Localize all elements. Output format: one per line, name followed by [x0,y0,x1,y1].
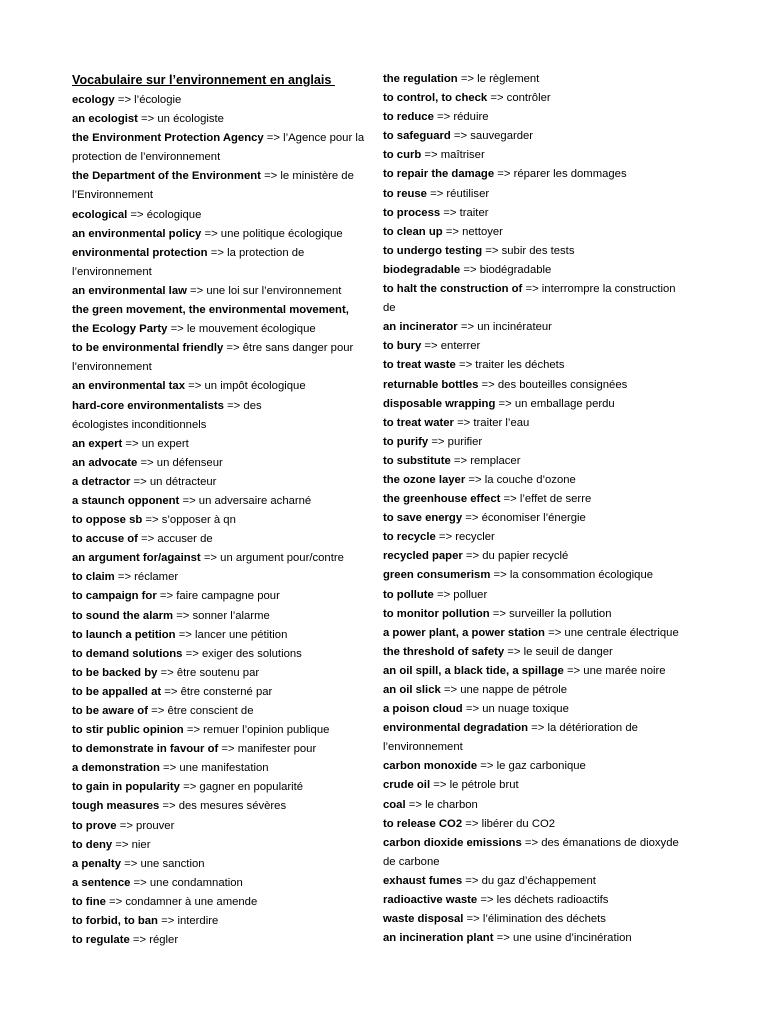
vocab-term: to clean up [383,225,443,238]
vocab-line [72,339,378,358]
vocab-line [72,530,378,549]
vocab-translation: => traiter [440,206,489,219]
vocab-line [383,452,703,471]
vocab-term: to stir public opinion [72,724,184,737]
vocab-term: to treat waste [383,359,456,372]
vocab-term: an argument for/against [72,552,201,565]
vocab-term: to forbid, to ban [72,915,158,928]
vocab-translation: => l’effet de serre [500,493,592,506]
vocab-term: ecology [72,94,115,106]
vocab-translation: => interrompre la construction [522,283,676,296]
vocab-translation: => un nuage toxique [462,703,569,716]
vocab-translation: => des bouteilles consignées [478,378,628,391]
vocab-term: environmental protection [72,246,208,259]
vocab-translation: => réutiliser [426,187,490,200]
vocab-term: an advocate [72,456,138,469]
vocab-term: to oppose sb [72,514,143,527]
vocab-term: to launch a petition [72,628,176,641]
vocab-translation: => être sans danger pour [223,342,354,355]
vocab-translation: => le mouvement écologique [167,323,316,336]
vocab-term: to substitute [383,454,451,467]
vocab-line [383,261,703,280]
vocab-line [72,358,378,377]
vocab-line [72,206,378,225]
vocab-term: carbon monoxide [383,760,478,773]
vocab-term: carbon dioxide emissions [383,836,522,849]
vocab-translation: de [383,302,396,315]
vocab-line [383,815,703,834]
vocab-translation: => faire campagne pour [156,590,280,603]
vocab-line [72,492,378,511]
vocab-term: to demand solutions [72,647,183,660]
vocab-line [383,356,703,375]
right-vocabulary-list [383,70,703,948]
vocab-translation: => du gaz d’échappement [462,874,596,887]
vocab-translation: l’environnement [72,361,152,374]
vocab-term: hard-core environmentalists [72,399,224,412]
vocab-line [383,547,703,566]
vocab-term: to sound the alarm [72,609,174,622]
vocab-line [72,186,378,205]
vocab-line [72,740,378,759]
vocab-translation: => maîtriser [421,149,485,162]
vocab-line [72,225,378,244]
vocab-line [72,167,378,186]
vocab-term: to prove [72,819,117,832]
vocab-translation: => remplacer [450,454,521,467]
vocab-line [383,108,703,127]
vocab-translation: => l’élimination des déchets [463,913,606,926]
vocab-term: an environmental law [72,284,187,297]
vocab-line [72,435,378,454]
vocab-line [383,70,703,89]
vocab-term: the threshold of safety [383,645,505,658]
vocab-line [72,377,378,396]
vocab-line [383,223,703,242]
vocab-term: to halt the construction of [383,283,523,296]
vocab-term: a penalty [72,857,121,870]
vocab-translation: => des mesures sévères [159,800,287,813]
vocab-translation: => être consterné par [161,685,273,698]
vocab-line [383,910,703,929]
vocab-translation: => lancer une pétition [175,628,288,641]
vocab-translation: => écologique [127,208,202,221]
vocab-term: the greenhouse effect [383,493,501,506]
vocab-translation: => des [223,399,262,412]
vocab-line [72,664,378,683]
vocab-translation: => l’écologie [114,94,182,106]
vocab-translation: => une centrale électrique [544,626,679,639]
vocab-line [383,242,703,261]
vocab-translation: => enterrer [421,340,481,353]
vocab-translation: => des émanations de dioxyde [521,836,679,849]
vocab-line [383,853,703,872]
vocab-line [383,738,703,757]
vocab-translation: => traiter les déchets [455,359,565,372]
vocab-translation: => traiter l’eau [453,416,530,429]
vocab-line [383,872,703,891]
vocab-translation: l’environnement [383,741,463,754]
vocab-translation: => interdire [157,915,219,928]
vocab-line [383,891,703,910]
vocab-term: to repair the damage [383,168,495,181]
vocab-term: to accuse of [72,533,138,546]
vocab-term: the green movement, the environmental movement, [72,304,349,317]
vocab-translation: => réduire [433,111,489,124]
vocab-term: a sentence [72,876,131,889]
vocab-translation: => un expert [122,437,189,450]
vocab-translation: => le gaz carbonique [477,760,586,773]
vocab-line [383,127,703,146]
vocab-translation: => le seuil de danger [504,645,613,658]
vocab-term: to control, to check [383,92,488,105]
vocab-term: to treat water [383,416,454,429]
vocab-translation: => polluer [433,588,488,601]
vocab-term: an environmental policy [72,227,202,240]
vocab-term: recycled paper [383,550,463,563]
vocab-line [383,700,703,719]
vocab-term: the regulation [383,73,458,85]
vocab-translation: => remuer l’opinion publique [183,724,330,737]
vocab-translation: protection de l’environnement [72,151,221,164]
vocab-translation: => exiger des solutions [182,647,302,660]
vocab-translation: => accuser de [137,533,213,546]
vocab-translation: => être soutenu par [157,666,260,679]
vocab-term: tough measures [72,800,160,813]
vocab-line [72,587,378,606]
vocab-line [383,414,703,433]
vocab-line [72,645,378,664]
vocab-line [72,836,378,855]
vocab-line [383,376,703,395]
vocab-translation: => la protection de [207,246,305,259]
vocab-translation: => réparer les dommages [494,168,627,181]
vocab-line [72,473,378,492]
vocab-line [72,721,378,740]
vocab-translation: => sonner l’alarme [173,609,270,622]
vocab-term: the Environment Protection Agency [72,132,264,145]
vocab-translation: => du papier recyclé [462,550,569,563]
vocab-term: biodegradable [383,263,461,276]
vocab-translation: => nettoyer [442,225,503,238]
vocab-line [72,874,378,893]
vocab-term: to be environmental friendly [72,342,224,355]
vocab-line [383,204,703,223]
vocab-line [383,337,703,356]
vocab-term: to reuse [383,187,427,200]
vocab-line [383,471,703,490]
vocab-translation: => condamner à une amende [105,895,258,908]
vocab-translation: => un impôt écologique [185,380,306,393]
vocab-translation: => subir des tests [482,244,575,257]
vocab-term: to monitor pollution [383,607,490,620]
vocab-line [72,397,378,416]
vocab-translation: => une condamnation [130,876,243,889]
vocab-line [383,490,703,509]
vocab-term: to be backed by [72,666,158,679]
vocab-translation: => un emballage perdu [495,397,615,410]
vocab-line [72,817,378,836]
vocab-translation: => une marée noire [563,664,666,677]
vocab-term: to deny [72,838,113,851]
vocab-line [72,148,378,167]
vocab-term: to demonstrate in favour of [72,743,219,756]
vocab-term: to recycle [383,531,436,544]
vocab-translation: => une nappe de pétrole [440,684,568,696]
vocab-translation: => purifier [428,435,483,448]
vocab-translation: => les déchets radioactifs [477,894,609,907]
vocab-translation: l’Environnement [72,189,154,202]
vocab-line [72,416,378,435]
vocab-term: crude oil [383,779,431,792]
vocab-line [72,912,378,931]
vocab-translation: => le ministère de [260,170,354,183]
vocab-translation: => réclamer [114,571,179,584]
vocab-translation: => s’opposer à qn [142,514,236,527]
vocab-line [383,796,703,815]
vocab-translation: => prouver [116,819,175,832]
vocab-line [383,299,703,318]
vocab-line [72,626,378,645]
vocab-term: to undergo testing [383,244,483,257]
vocab-line [72,454,378,473]
vocab-term: to process [383,206,441,219]
vocab-line [383,566,703,585]
vocab-line [72,607,378,626]
vocab-translation: => la détérioration de [528,722,638,735]
vocab-line [383,280,703,299]
vocab-term: green consumerism [383,569,491,582]
vocab-translation: => un défenseur [137,456,223,469]
vocab-translation: => un incinérateur [457,321,552,334]
vocab-line [383,528,703,547]
vocab-line [72,129,378,148]
vocab-term: an incinerator [383,321,458,334]
vocab-term: to gain in popularity [72,781,180,794]
vocab-line [383,433,703,452]
vocab-term: waste disposal [383,913,464,926]
vocab-line [383,757,703,776]
vocab-term: to be appalled at [72,685,162,698]
vocab-translation: => une politique écologique [201,227,343,240]
vocab-line [383,605,703,624]
vocab-term: to release CO2 [383,817,463,830]
vocab-translation: => le pétrole brut [430,779,519,792]
vocab-line [383,395,703,414]
vocab-translation: => le charbon [405,798,478,811]
vocab-line [72,244,378,263]
vocab-line [72,778,378,797]
vocab-translation: => biodégradable [460,263,552,276]
vocab-line [383,834,703,853]
vocab-line [383,586,703,605]
vocab-translation: => le règlement [457,73,540,85]
vocab-translation: => une loi sur l’environnement [186,284,342,297]
vocab-line [72,110,378,129]
vocab-term: radioactive waste [383,894,478,907]
vocab-line [72,683,378,702]
vocab-term: a power plant, a power station [383,626,545,639]
vocab-translation: => nier [112,838,151,851]
vocab-term: an oil slick [383,684,441,696]
vocab-term: returnable bottles [383,378,479,391]
vocab-term: the ozone layer [383,473,466,486]
vocab-line [383,929,703,948]
vocab-line [383,681,703,700]
vocab-term: an environmental tax [72,380,186,393]
vocab-line [72,568,378,587]
vocab-translation: de carbone [383,855,440,868]
vocab-term: environmental degradation [383,722,529,735]
vocab-line [72,931,378,950]
vocab-term: to reduce [383,111,434,124]
vocab-translation: => contrôler [487,92,551,105]
left-vocabulary-list [72,91,378,950]
vocab-term: an incineration plant [383,932,494,945]
vocab-translation: => économiser l’énergie [462,512,586,525]
vocab-translation: => surveiller la pollution [489,607,612,620]
vocab-line [72,301,378,320]
vocab-line [383,719,703,738]
vocab-line [72,855,378,874]
vocab-term: disposable wrapping [383,397,496,410]
vocab-term: an oil spill, a black tide, a spillage [383,664,564,677]
vocab-line [383,509,703,528]
vocab-term: to safeguard [383,130,451,143]
vocab-term: the Department of the Environment [72,170,261,183]
vocab-translation: => être conscient de [147,705,254,717]
document-title: Vocabulaire sur l’environnement en anglais [72,73,335,87]
vocab-term: an ecologist [72,113,138,126]
vocab-line [383,146,703,165]
vocab-translation: => un argument pour/contre [200,552,344,565]
vocab-line [383,318,703,337]
vocab-translation: => la consommation écologique [490,569,654,582]
vocab-line [72,893,378,912]
vocab-translation: => une sanction [120,857,205,870]
vocab-term: to claim [72,571,115,584]
vocab-translation: => recycler [435,531,495,544]
vocab-term: a demonstration [72,762,160,775]
vocab-translation: => l’Agence pour la [263,132,365,145]
vocab-line [72,702,378,721]
vocab-translation: => un écologiste [137,113,224,126]
vocab-line [383,776,703,795]
vocab-term: to curb [383,149,422,162]
vocab-line [72,549,378,568]
vocab-line [72,263,378,282]
vocab-translation: écologistes inconditionnels [72,418,207,431]
vocab-line [72,91,378,110]
vocab-line [72,797,378,816]
vocab-translation: => sauvegarder [450,130,534,143]
vocab-translation: => un adversaire acharné [179,494,312,507]
vocab-term: to purify [383,435,429,448]
vocab-translation: => une usine d’incinération [493,932,632,945]
vocab-term: to save energy [383,512,463,525]
vocab-line [383,662,703,681]
vocab-term: to campaign for [72,590,157,603]
vocab-line [72,759,378,778]
vocab-translation: => régler [129,934,179,947]
vocab-term: to bury [383,340,422,353]
vocab-translation: => une manifestation [159,762,269,775]
vocab-line [72,320,378,339]
vocab-translation: => libérer du CO2 [462,817,556,830]
vocab-line [383,643,703,662]
vocab-term: a staunch opponent [72,494,180,507]
vocab-term: exhaust fumes [383,874,463,887]
vocab-translation: => manifester pour [218,743,317,756]
vocab-translation: => un détracteur [130,475,217,488]
vocab-line [383,185,703,204]
left-column [72,70,378,950]
vocab-term: ecological [72,208,128,221]
vocab-line [383,165,703,184]
vocab-translation: l’environnement [72,265,152,278]
vocab-term: the Ecology Party [72,323,168,336]
vocab-term: a detractor [72,475,131,488]
vocab-line [72,511,378,530]
vocab-line [383,624,703,643]
vocab-term: coal [383,798,406,811]
right-column [383,70,703,948]
vocab-translation: => gagner en popularité [179,781,304,794]
vocab-line [72,282,378,301]
vocab-term: to regulate [72,934,130,947]
vocab-term: to pollute [383,588,434,601]
vocab-term: to fine [72,895,106,908]
vocab-term: a poison cloud [383,703,463,716]
vocab-translation: => la couche d’ozone [465,473,576,486]
vocab-line [383,89,703,108]
vocab-term: to be aware of [72,705,148,717]
vocab-term: an expert [72,437,123,450]
